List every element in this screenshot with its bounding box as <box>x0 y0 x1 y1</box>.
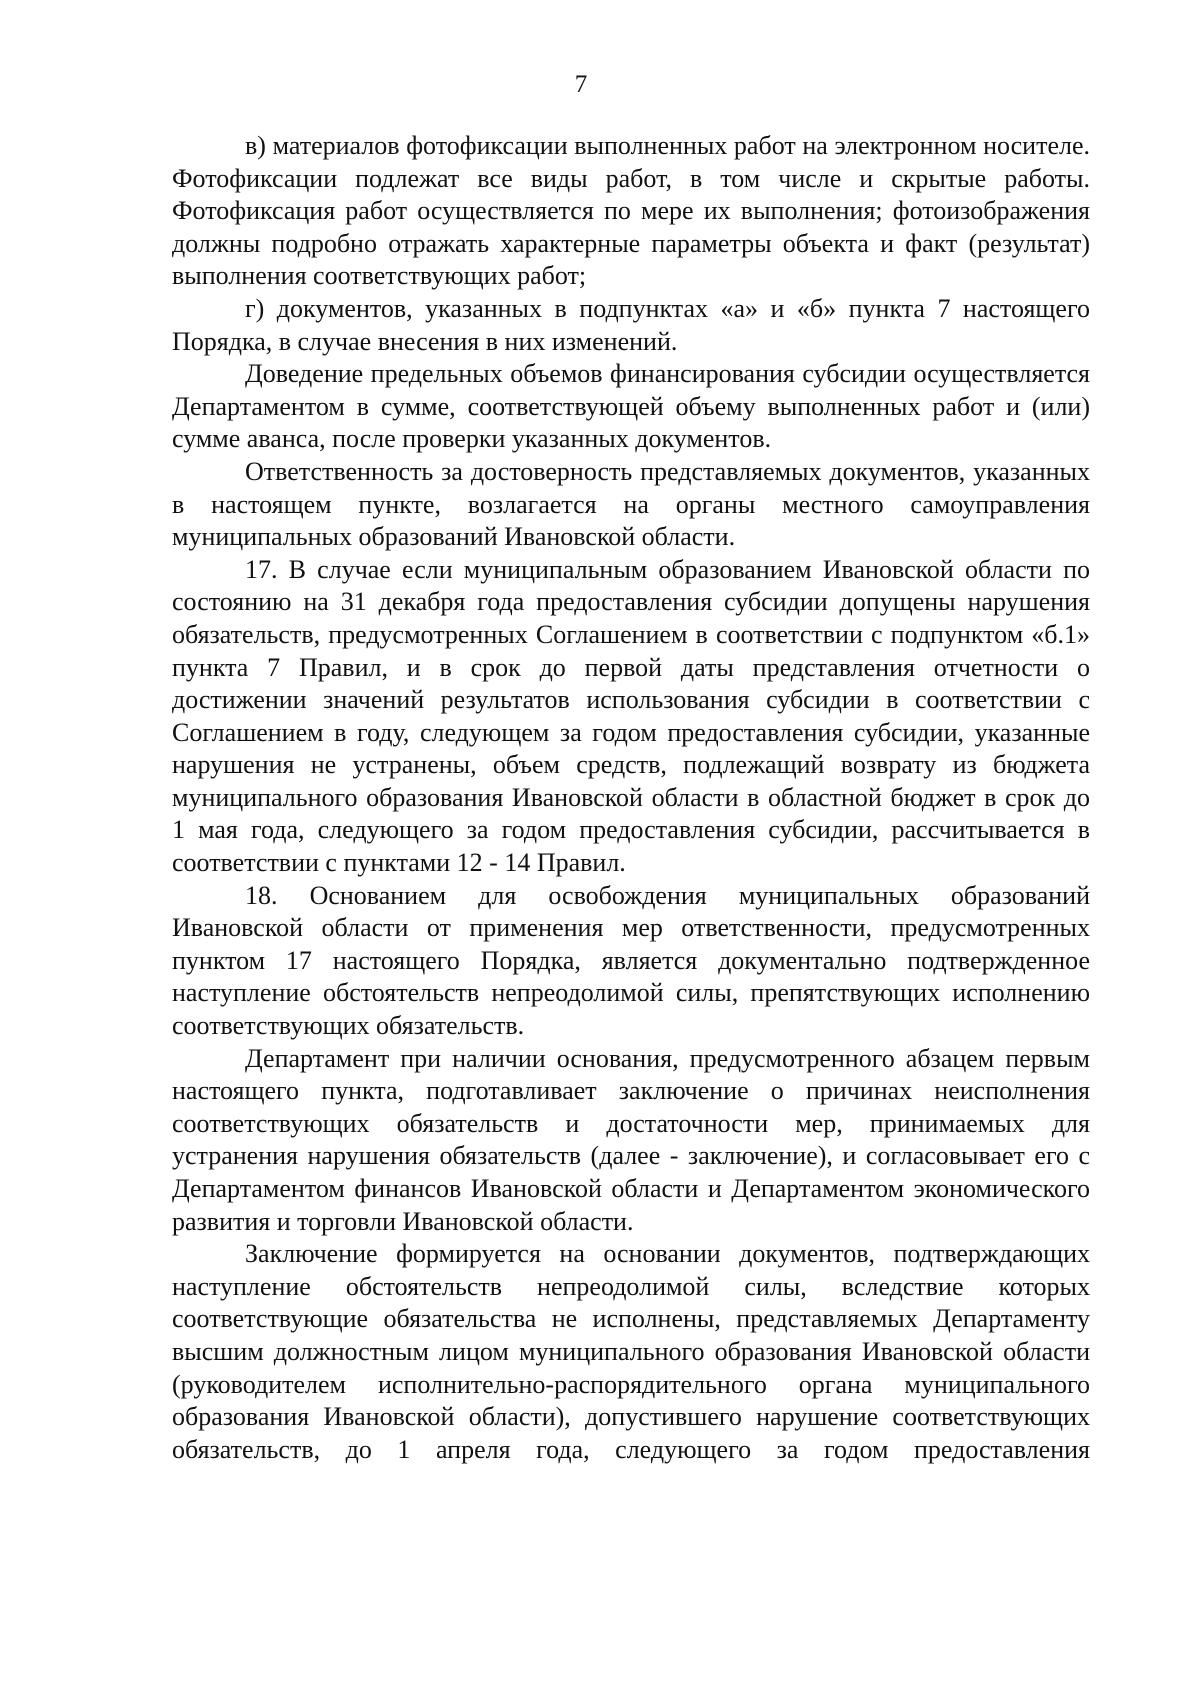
page-number: 7 <box>574 71 588 98</box>
paragraph-conclusion-basis: Заключение формируется на основании документов, подтверждающих наступление обстоятельств непреодолимой силы, вследствие которых соответствующие обязательства не исполнены, представляемых Департаменту высшим должностным лицом муниципального образования Ивановской области (руководителем исполнительно-распорядительного органа муниципального образования Ивановской области), допустившего нарушение соответствующих обязательств, до 1 апреля года, следующего за годом предоставления <box>172 1239 1090 1464</box>
paragraph-department-conclusion: Департамент при наличии основания, предусмотренного абзацем первым настоящего пункта, подготавливает заключение о причинах неисполнения соответствующих обязательств и достаточности мер, принимаемых для устранения нарушения обязательств (далее - заключение), и согласовывает его с Департаментом финансов Ивановской области и Департаментом экономического развития и торговли Ивановской области. <box>172 1043 1090 1236</box>
paragraph-item-18: 18. Основанием для освобождения муниципальных образований Ивановской области от применения мер ответственности, предусмотренных пунктом 17 настоящего Порядка, является документально подтвержденное наступление обстоятельств непреодолимой силы, препятствующих исполнению соответствующих обязательств. <box>172 880 1090 1041</box>
document-body <box>172 130 1090 1466</box>
paragraph-financing-limits: Доведение предельных объемов финансирования субсидии осуществляется Департаментом в сумме, соответствующей объему выполненных работ и (или) сумме аванса, после проверки указанных документов. <box>172 359 1090 454</box>
paragraph-responsibility: Ответственность за достоверность представляемых документов, указанных в настоящем пункте, возлагается на органы местного самоуправления муниципальных образований Ивановской области. <box>172 456 1090 552</box>
paragraph-documents-changes: г) документов, указанных в подпунктах «а» и «б» пункта 7 настоящего Порядка, в случае внесения в них изменений. <box>172 293 1090 356</box>
paragraph-photo-materials: в) материалов фотофиксации выполненных работ на электронном носителе. Фотофиксации подлежат все виды работ, в том числе и скрытые работы. Фотофиксация работ осуществляется по мере их выполнения; фотоизображения должны подробно отражать характерные параметры объекта и факт (результат) выполнения соответствующих работ; <box>172 131 1090 291</box>
paragraph-item-17: 17. В случае если муниципальным образованием Ивановской области по состоянию на 31 декабря года предоставления субсидии допущены нарушения обязательств, предусмотренных Соглашением в соответствии с подпунктом «б.1» пункта 7 Правил, и в срок до первой даты представления отчетности о достижении значений результатов использования субсидии в соответствии с Соглашением в году, следующем за годом предоставления субсидии, указанные нарушения не устранены, объем средств, подлежащий возврату из бюджета муниципального образования Ивановской области в областной бюджет в срок до 1 мая года, следующего за годом предоставления субсидии, рассчитывается в соответствии с пунктами 12 - 14 Правил. <box>172 554 1090 878</box>
